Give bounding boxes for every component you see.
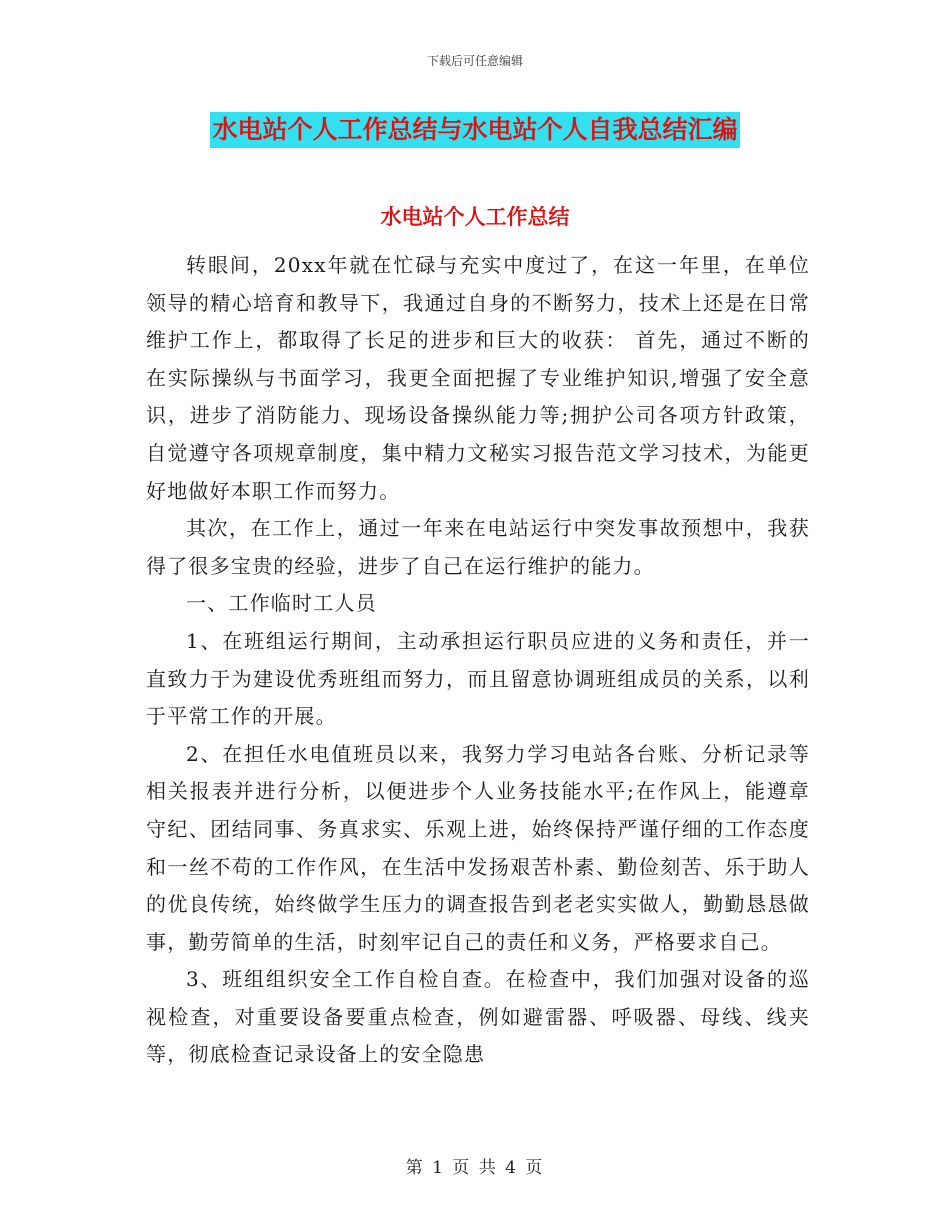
section-title: 水电站个人工作总结 <box>380 205 570 229</box>
paragraph: 转眼间，20xx年就在忙碌与充实中度过了，在这一年里，在单位领导的精心培育和教导下，我通过自身的不断努力，技术上还是在日常维护工作上，都取得了长足的进步和巨大的收获： 首先，通过不断的在实际操纵与书面学习，我更全面把握了专业维护知识,增强了安全意识，进步了消防能力、现场设备操纵能力等;拥护公司各项方针政策，自觉遵守各项规章制度，集中精力文秘实习报告范文学习技术，为能更好地做好本职工作而努力。 <box>146 253 810 503</box>
main-title-wrap <box>0 112 950 148</box>
page-footer: 第 1 页 共 4 页 <box>405 1158 545 1178</box>
paragraph: 2、在担任水电值班员以来，我努力学习电站各台账、分析记录等相关报表并进行分析，以便进步个人业务技能水平;在作风上，能遵章守纪、团结同事、务真求实、乐观上进，始终保持严谨仔细的工作态度和一丝不苟的工作作风，在生活中发扬艰苦朴素、勤俭刻苦、乐于助人的优良传统，始终做学生压力的调查报告到老老实实做人，勤勤恳恳做事，勤劳简单的生活，时刻牢记自己的责任和义务，严格要求自己。 <box>146 741 810 954</box>
paragraph: 1、在班组运行期间，主动承担运行职员应进的义务和责任，并一直致力于为建设优秀班组而努力，而且留意协调班组成员的关系，以利于平常工作的开展。 <box>146 628 810 729</box>
body-text <box>146 247 810 1074</box>
header-note: 下载后可任意编辑 <box>426 54 523 68</box>
main-title: 水电站个人工作总结与水电站个人自我总结汇编 <box>210 112 739 148</box>
paragraph: 一、工作临时工人员 <box>186 591 377 616</box>
paragraph: 其次，在工作上，通过一年来在电站运行中突发事故预想中，我获得了很多宝贵的经验，进步了自己在运行维护的能力。 <box>146 516 810 578</box>
paragraph: 3、班组组织安全工作自检自查。在检查中，我们加强对设备的巡视检查，对重要设备要重点检查，例如避雷器、呼吸器、母线、线夹等，彻底检查记录设备上的安全隐患 <box>146 967 810 1067</box>
